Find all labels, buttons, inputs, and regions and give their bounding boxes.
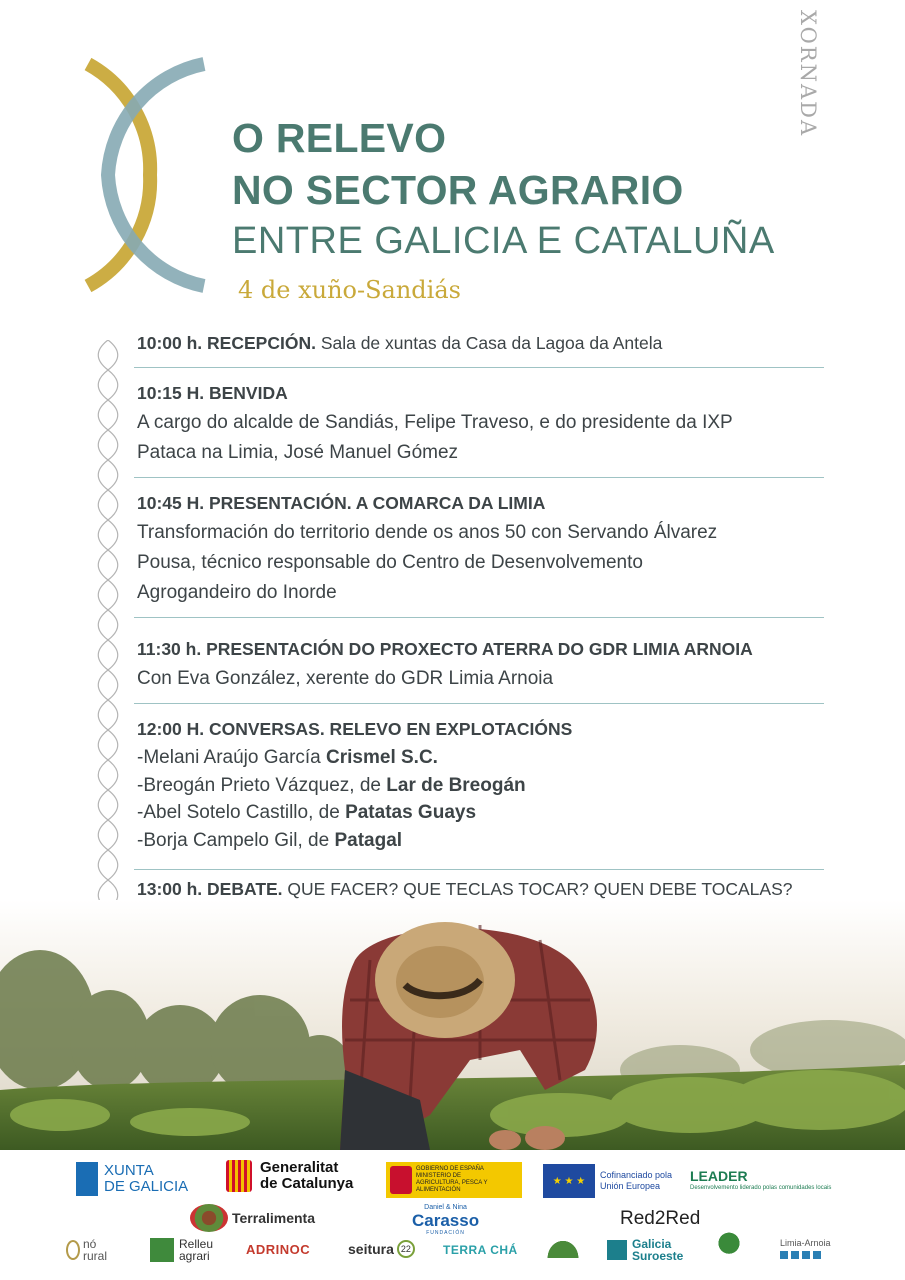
agenda-item-presentacion-comarca bbox=[134, 478, 824, 618]
speaker-line: -Abel Sotelo Castillo, de Patatas Guays bbox=[137, 802, 477, 823]
galicia-suroeste-icon bbox=[607, 1240, 627, 1260]
sponsors-footer bbox=[0, 1150, 905, 1280]
logo-terracha: TERRA CHÁ bbox=[443, 1243, 518, 1257]
agenda-detail: Sala de xuntas da Casa da Lagoa da Antela bbox=[315, 333, 663, 353]
decorative-chain bbox=[95, 340, 121, 910]
tree-icon bbox=[713, 1232, 745, 1260]
farmer-field-photo bbox=[0, 900, 905, 1150]
vertical-label: XORNADA bbox=[796, 10, 820, 138]
agenda-item-recepcion bbox=[134, 328, 824, 368]
logo-arcs bbox=[80, 55, 215, 300]
agenda-detail: QUE FACER? QUE TECLAS TOCAR? QUEN DEBE TOCALAS? bbox=[282, 879, 793, 899]
logo-galicia-suroeste: Galicia Suroeste bbox=[607, 1238, 683, 1262]
agenda-body-line: Transformación do territorio dende os anos 50 con Servando Álvarez bbox=[137, 522, 718, 543]
agenda-time-title: 10:15 H. BENVIDA bbox=[137, 383, 288, 403]
hill-icon bbox=[545, 1238, 581, 1258]
agenda-time-title: 13:00 h. DEBATE. bbox=[137, 879, 283, 899]
spain-crest-icon bbox=[390, 1166, 412, 1194]
title-line-3: ENTRE GALICIA E CATALUÑA bbox=[232, 220, 775, 262]
agenda-item-conversas bbox=[134, 704, 824, 870]
logo-xunta: XUNTA DE GALICIA bbox=[76, 1162, 188, 1196]
speaker-line: -Melani Araújo García Crismel S.C. bbox=[137, 747, 438, 768]
generalitat-flag-icon bbox=[226, 1160, 252, 1192]
logo-limia-arnoia: Limia-Arnoia bbox=[780, 1238, 831, 1259]
agenda-body-line: Pousa, técnico responsable do Centro de Desenvolvemento bbox=[137, 552, 643, 573]
agenda-time-title: 10:00 h. RECEPCIÓN. bbox=[137, 333, 316, 353]
terralimenta-icon bbox=[190, 1204, 228, 1232]
logo-carasso: Daniel & Nina Carasso FUNDACIÓN bbox=[412, 1204, 480, 1236]
seitura-badge-icon: 22 bbox=[397, 1240, 415, 1258]
logo-tree bbox=[713, 1232, 745, 1260]
logo-hill bbox=[545, 1238, 581, 1258]
speaker-line: -Borja Campelo Gil, de Patagal bbox=[137, 829, 403, 851]
title-line-1: O RELEVO bbox=[232, 115, 447, 161]
speaker-line: -Breogán Prieto Vázquez, de Lar de Breogán bbox=[137, 774, 526, 796]
relleu-icon bbox=[150, 1238, 174, 1262]
agenda-body-line: Agrogandeiro do Inorde bbox=[137, 582, 337, 603]
agenda-time-title: 12:00 H. CONVERSAS. RELEVO EN EXPLOTACIÓNS bbox=[137, 719, 573, 739]
agenda-time-title: 10:45 H. PRESENTACIÓN. A COMARCA DA LIMIA bbox=[137, 493, 546, 513]
agenda-item-benvida bbox=[134, 368, 824, 478]
logo-red2red: Red2Red bbox=[620, 1208, 701, 1229]
logo-eu: ★ ★ ★ Cofinanciado pola Unión Europea bbox=[543, 1164, 672, 1198]
logo-adrinoc: ADRINOC bbox=[246, 1242, 311, 1257]
title-block bbox=[232, 112, 792, 310]
agenda-time-title: 11:30 h. PRESENTACIÓN DO PROXECTO ATERRA DO GDR LIMIA ARNOIA bbox=[137, 639, 753, 659]
logo-terralimenta: Terralimenta bbox=[190, 1204, 315, 1232]
logo-norural: nó rural bbox=[66, 1238, 107, 1262]
title-line-2: NO SECTOR AGRARIO bbox=[232, 167, 684, 213]
agenda-item-proxecto-aterra bbox=[134, 618, 824, 704]
norural-knot-icon bbox=[66, 1240, 80, 1260]
logo-relleu: Relleu agrari bbox=[150, 1238, 213, 1262]
agenda-body-line: Pataca na Limia, José Manuel Gómez bbox=[137, 442, 459, 463]
agenda-body-line: A cargo do alcalde de Sandiás, Felipe Traveso, e do presidente da IXP bbox=[137, 412, 733, 433]
agenda bbox=[134, 328, 824, 988]
agenda-body-line: Con Eva González, xerente do GDR Limia Arnoia bbox=[137, 668, 554, 689]
logo-generalitat: Generalitat de Catalunya bbox=[226, 1160, 353, 1192]
wave-icon bbox=[780, 1251, 824, 1259]
eu-flag-icon: ★ ★ ★ bbox=[543, 1164, 595, 1198]
event-date: 4 de xuño-Sandiás bbox=[238, 276, 461, 304]
logo-seitura: seitura 22 bbox=[348, 1240, 415, 1258]
logo-leader: LEADER Desenvolvemento liderado polas comunidades locais bbox=[690, 1168, 832, 1191]
logo-ministerio: GOBIERNO DE ESPAÑA MINISTERIO DE AGRICULTURA, PESCA Y ALIMENTACIÓN bbox=[386, 1162, 522, 1198]
xunta-emblem-icon bbox=[76, 1162, 98, 1196]
